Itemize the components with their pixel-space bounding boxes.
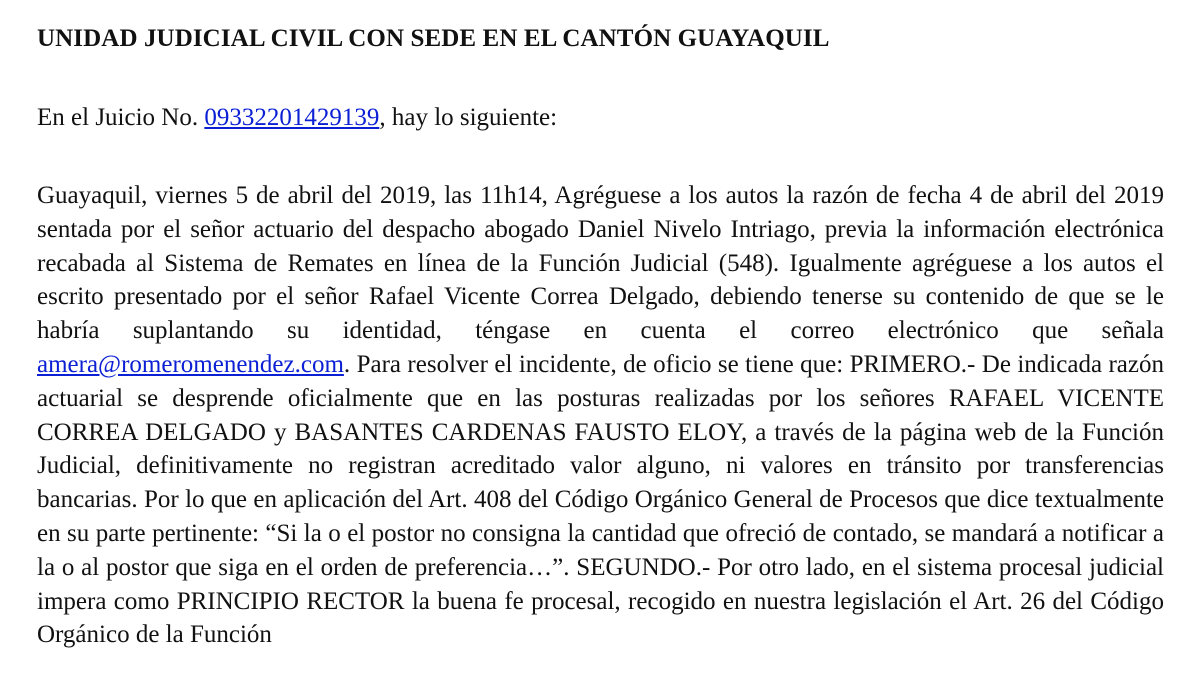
- case-number-link[interactable]: 09332201429139: [204, 104, 380, 131]
- case-intro-prefix: En el Juicio No.: [37, 104, 205, 131]
- ruling-text-part1: Guayaquil, viernes 5 de abril del 2019, las 11h14, Agréguese a los autos la razón de fecha 4 de abril del 2019 sentada por el señor actuario del despacho abogado Daniel Nivelo Intriago, previa la información electrónica recabada al Sistema de Remates en línea de la Función Judicial (548). Igualmente agréguese a los autos el escrito presentado por el señor Rafael Vicente Correa Delgado, debiendo tenerse su contenido de que se le habría suplantando su identidad, téngase en cuenta el correo electrónico que señala: [37, 182, 1164, 345]
- ruling-body: [37, 179, 1164, 652]
- ruling-text-part2: . Para resolver el incidente, de oficio se tiene que: PRIMERO.- De indicada razón actuarial se desprende oficialmente que en las posturas realizadas por los señores RAFAEL VICENTE CORREA DELGADO y BASANTES CARDENAS FAUSTO ELOY, a través de la página web de la Función Judicial, definitivamente no registran acreditado valor alguno, ni valores en tránsito por transferencias bancarias. Por lo que en aplicación del Art. 408 del Código Orgánico General de Procesos que dice textualmente en su parte pertinente: “Si la o el postor no consigna la cantidad que ofreció de contado, se mandará a notificar a la o al postor que siga en el orden de preferencia…”. SEGUNDO.- Por otro lado, en el sistema procesal judicial impera como PRINCIPIO RECTOR la buena fe procesal, recogido en nuestra legislación el Art. 26 del Código Orgánico de la Función: [37, 350, 1164, 649]
- case-intro: [37, 100, 1164, 136]
- page-title: UNIDAD JUDICIAL CIVIL CON SEDE EN EL CANTÓN GUAYAQUIL: [37, 25, 830, 52]
- email-link[interactable]: amera@romeromenendez.com: [37, 350, 344, 378]
- case-intro-suffix: , hay lo siguiente:: [379, 104, 558, 131]
